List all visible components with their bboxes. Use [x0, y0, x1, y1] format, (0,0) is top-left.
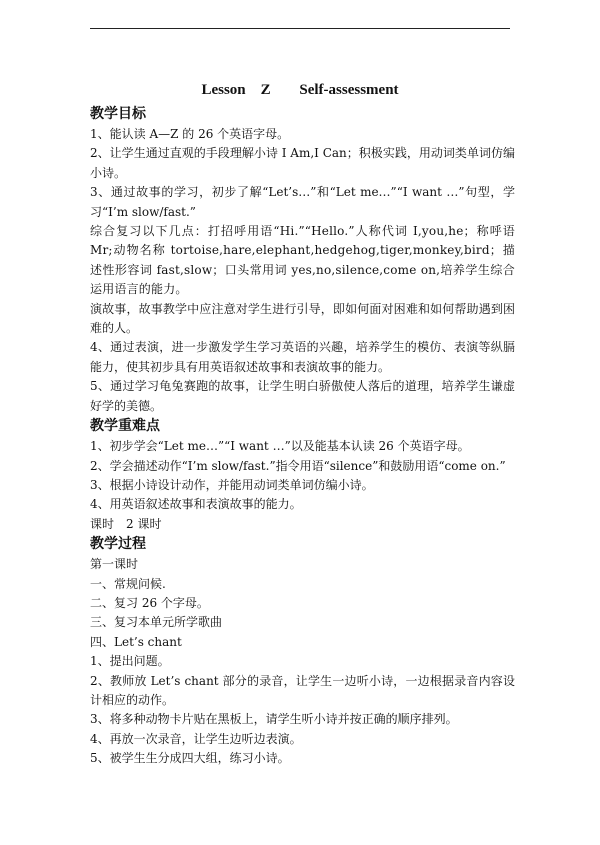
section-heading-process: 教学过程 — [90, 536, 146, 553]
process-item: 三、复习本单元所学歌曲 — [90, 615, 223, 630]
page-title: Lesson Z Self-assessment — [201, 82, 399, 98]
objective-item: 3、通过故事的学习，初步了解“Let’s…”和“Let me…”“I want …”句型，学习“I’m slow/fast.” — [90, 185, 515, 219]
key-point-item: 4、用英语叙述故事和表演故事的能力。 — [90, 497, 302, 512]
process-item: 1、提出问题。 — [90, 654, 170, 669]
class-hours: 课时 2 课时 — [90, 516, 162, 531]
key-point-item: 2、学会描述动作“I’m slow/fast.”指令用语“silence”和鼓励用语“come on.” — [90, 458, 506, 473]
document-body — [90, 104, 515, 769]
section-heading-objectives: 教学目标 — [90, 106, 146, 122]
process-item: 3、将多种动物卡片贴在黑板上，请学生听小诗并按正确的顺序排列。 — [90, 712, 458, 727]
section-heading-key-points: 教学重难点 — [90, 418, 160, 435]
header-rule — [90, 28, 510, 29]
process-item: 4、再放一次录音，让学生边听边表演。 — [90, 731, 302, 746]
process-item: 5、被学生生分成四大组，练习小诗。 — [90, 751, 290, 766]
key-point-item: 3、根据小诗设计动作，并能用动词类单词仿编小诗。 — [90, 477, 374, 492]
process-item: 一、常规问候. — [90, 576, 166, 591]
objective-item: 4、通过表演，进一步激发学生学习英语的兴趣，培养学生的模仿、表演等纵膈能力，使其初步具有用英语叙述故事和表演故事的能力。 — [90, 340, 515, 374]
objective-item: 2、让学生通过直观的手段理解小诗 I Am,I Can；积极实践，用动词类单词仿编小诗。 — [90, 146, 515, 180]
objective-item: 演故事，故事教学中应注意对学生进行引导，即如何面对困难和如何帮助遇到困难的人。 — [90, 301, 515, 336]
objective-item: 综合复习以下几点：打招呼用语“Hi.”“Hello.”人称代词 I,you,he；称呼语 Mr;动物名称 tortoise,hare,elephant,hedgehog,tiger,monkey,bird；描述性形容词 fast,slow；口头常用词 yes,no,silence,come on,培养学生综合运用语言的能力。 — [90, 224, 515, 297]
process-item: 2、教师放 Let’s chant 部分的录音，让学生一边听小诗，一边根据录音内容设计相应的动作。 — [90, 673, 515, 707]
objective-item: 5、通过学习龟兔赛跑的故事，让学生明白骄傲使人落后的道理，培养学生谦虚好学的美德。 — [90, 379, 515, 413]
process-item: 二、复习 26 个字母。 — [90, 595, 209, 610]
process-item: 第一课时 — [90, 557, 139, 572]
process-item: 四、Let’s chant — [90, 634, 182, 649]
objective-item: 1、能认读 A—Z 的 26 个英语字母。 — [90, 127, 290, 141]
key-point-item: 1、初步学会“Let me…”“I want …”以及能基本认读 26 个英语字母。 — [90, 439, 470, 454]
